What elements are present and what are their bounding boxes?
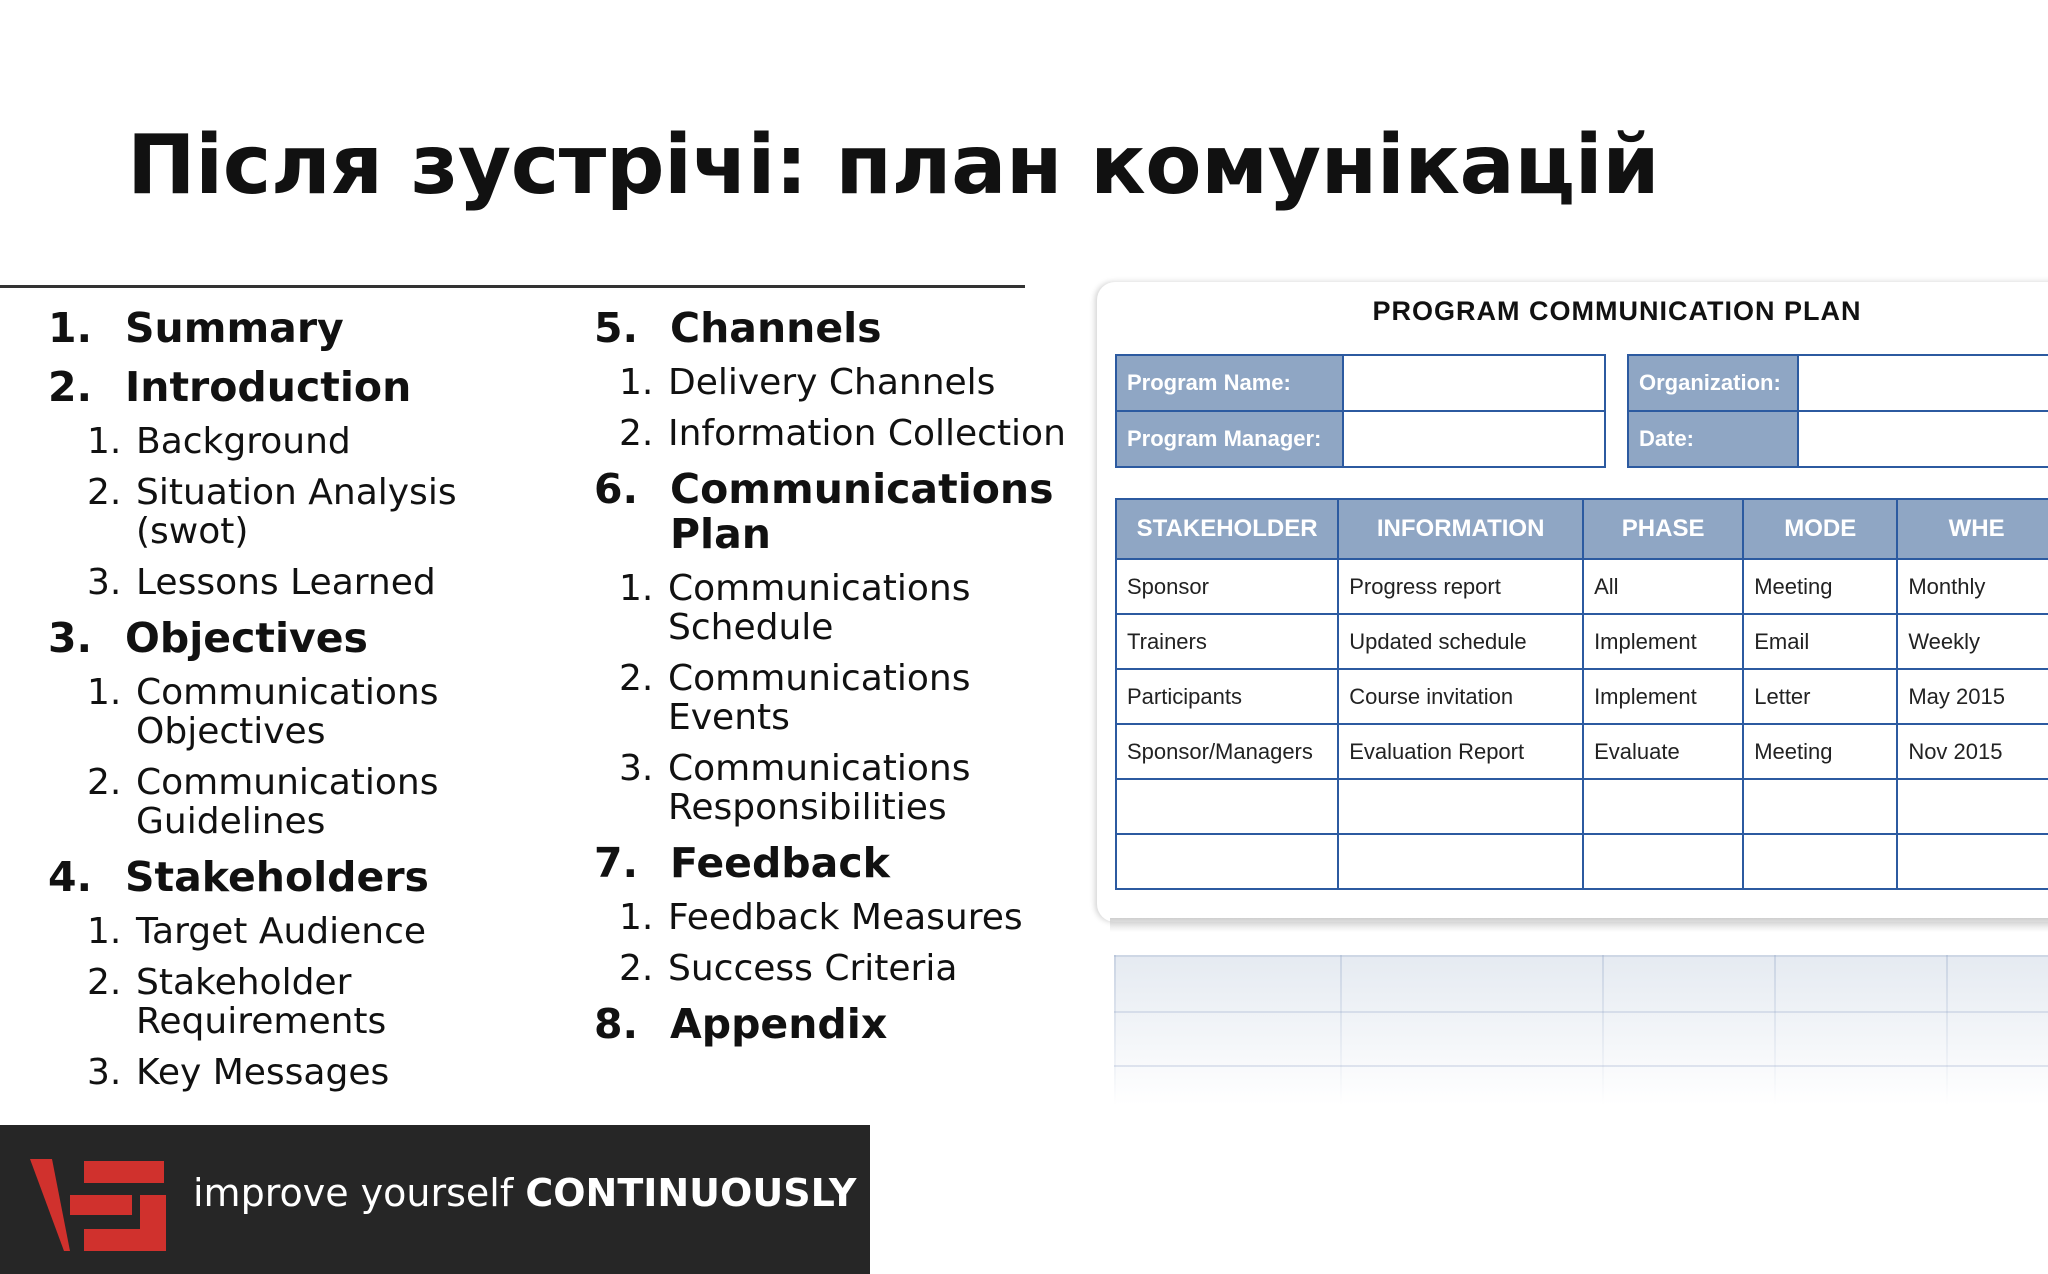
outline-subitem-label: Communications Responsibilities bbox=[668, 748, 971, 828]
table-cell: Monthly bbox=[1897, 559, 2048, 614]
tagline-light: improve yourself bbox=[193, 1171, 526, 1215]
outline-subitem bbox=[594, 898, 1094, 937]
table-cell: Participants bbox=[1116, 669, 1338, 724]
title-divider bbox=[0, 285, 1025, 288]
outline-subitem bbox=[594, 949, 1094, 988]
table-cell: Implement bbox=[1583, 669, 1743, 724]
outline-section-heading bbox=[48, 616, 578, 661]
outline-subitem bbox=[48, 963, 578, 1041]
plan-title: PROGRAM COMMUNICATION PLAN bbox=[1372, 296, 1862, 326]
outline-subitem bbox=[48, 563, 578, 602]
outline-section-label: Feedback bbox=[670, 839, 890, 887]
outline-subitem-label: Background bbox=[136, 421, 351, 462]
table-cell: Sponsor bbox=[1116, 559, 1338, 614]
outline-subitem bbox=[48, 912, 578, 951]
outline-section-number: 7. bbox=[594, 839, 639, 887]
program-name-label: Program Name: bbox=[1116, 355, 1343, 411]
plan-reflection bbox=[1114, 955, 2048, 1105]
outline-subitem-number: 2. bbox=[87, 472, 122, 513]
table-row bbox=[1116, 834, 2048, 889]
outline-subitem bbox=[594, 659, 1094, 737]
outline-subitem-number: 1. bbox=[87, 421, 122, 462]
plan-column-header: STAKEHOLDER bbox=[1116, 499, 1338, 559]
table-cell bbox=[1897, 834, 2048, 889]
plan-column-header: MODE bbox=[1743, 499, 1897, 559]
outline-section-heading bbox=[594, 306, 1094, 351]
outline-section-number: 2. bbox=[48, 363, 93, 411]
program-manager-label: Program Manager: bbox=[1116, 411, 1343, 467]
outline-subitem-number: 3. bbox=[87, 562, 122, 603]
outline-subitem bbox=[48, 422, 578, 461]
outline-subitem-number: 2. bbox=[87, 962, 122, 1003]
outline-section bbox=[594, 467, 1094, 827]
outline-subitem-number: 1. bbox=[87, 911, 122, 952]
outline-section-heading bbox=[594, 841, 1094, 886]
plan-table-header bbox=[1116, 499, 2048, 559]
outline-section-number: 3. bbox=[48, 614, 93, 662]
table-cell: Trainers bbox=[1116, 614, 1338, 669]
date-value bbox=[1798, 411, 2048, 467]
outline-subitem bbox=[594, 414, 1094, 453]
reflection-column-line bbox=[1774, 955, 1776, 1105]
outline-subitem-label: Stakeholder Requirements bbox=[136, 962, 387, 1042]
outline-subitem-label: Delivery Channels bbox=[668, 362, 996, 403]
organization-label: Organization: bbox=[1628, 355, 1798, 411]
outline-section-label: Appendix bbox=[670, 1000, 888, 1048]
outline-subitem-label: Communications Events bbox=[668, 658, 971, 738]
table-row bbox=[1116, 724, 2048, 779]
table-cell: Nov 2015 bbox=[1897, 724, 2048, 779]
date-label: Date: bbox=[1628, 411, 1798, 467]
outline-section bbox=[48, 365, 578, 602]
table-cell: Evaluation Report bbox=[1338, 724, 1583, 779]
organization-value bbox=[1798, 355, 2048, 411]
table-cell bbox=[1743, 834, 1897, 889]
outline-section-label: Introduction bbox=[125, 363, 412, 411]
plan-column-header: WHE bbox=[1897, 499, 2048, 559]
outline-subitem bbox=[594, 749, 1094, 827]
footer-banner bbox=[0, 1125, 870, 1274]
communication-plan-image bbox=[1097, 282, 2048, 922]
reflection-column-line bbox=[1946, 955, 1948, 1105]
program-name-value bbox=[1343, 355, 1605, 411]
outline-section-label: Objectives bbox=[125, 614, 368, 662]
table-cell: May 2015 bbox=[1897, 669, 2048, 724]
slide-title: Після зустрічі: план комунікацій bbox=[127, 118, 1660, 213]
reflection-column-line bbox=[1602, 955, 1604, 1105]
outline-subitem bbox=[48, 673, 578, 751]
table-cell bbox=[1583, 834, 1743, 889]
reflection-line bbox=[1114, 955, 2048, 957]
outline-subitem-number: 1. bbox=[619, 568, 654, 609]
table-cell bbox=[1583, 779, 1743, 834]
outline-section-number: 6. bbox=[594, 465, 639, 513]
plan-column-header: INFORMATION bbox=[1338, 499, 1583, 559]
outline-section-number: 1. bbox=[48, 304, 93, 352]
table-cell: Letter bbox=[1743, 669, 1897, 724]
outline-subitem bbox=[48, 473, 578, 551]
outline-subitem-label: Communications Guidelines bbox=[136, 762, 439, 842]
outline-section-heading bbox=[48, 306, 578, 351]
outline-right-column bbox=[594, 306, 1094, 1061]
outline-section-heading bbox=[48, 365, 578, 410]
outline-subitem bbox=[594, 569, 1094, 647]
table-row bbox=[1116, 559, 2048, 614]
table-cell: All bbox=[1583, 559, 1743, 614]
outline-section-heading bbox=[594, 1002, 1094, 1047]
plan-column-header: PHASE bbox=[1583, 499, 1743, 559]
outline-subitem-label: Communications Schedule bbox=[668, 568, 971, 648]
plan-table bbox=[1115, 498, 2048, 890]
outline-section-number: 4. bbox=[48, 853, 93, 901]
outline-left-column bbox=[48, 306, 578, 1106]
table-cell: Meeting bbox=[1743, 559, 1897, 614]
outline-section bbox=[48, 855, 578, 1092]
table-cell: Evaluate bbox=[1583, 724, 1743, 779]
table-cell bbox=[1116, 834, 1338, 889]
outline-section-heading bbox=[48, 855, 578, 900]
table-row bbox=[1116, 669, 2048, 724]
outline-section bbox=[48, 616, 578, 841]
outline-section-label: Summary bbox=[125, 304, 344, 352]
table-cell bbox=[1897, 779, 2048, 834]
outline-subitem-number: 1. bbox=[87, 672, 122, 713]
table-cell bbox=[1338, 779, 1583, 834]
outline-subitem-label: Information Collection bbox=[668, 413, 1066, 454]
outline-section bbox=[594, 841, 1094, 988]
outline-subitem-label: Feedback Measures bbox=[668, 897, 1023, 938]
outline-section bbox=[594, 1002, 1094, 1047]
outline-subitem-number: 2. bbox=[619, 658, 654, 699]
reflection-column-line bbox=[1340, 955, 1342, 1105]
table-cell: Email bbox=[1743, 614, 1897, 669]
table-cell: Sponsor/Managers bbox=[1116, 724, 1338, 779]
outline-subitem bbox=[48, 1053, 578, 1092]
table-cell: Course invitation bbox=[1338, 669, 1583, 724]
reflection-line bbox=[1114, 1065, 2048, 1067]
table-cell: Weekly bbox=[1897, 614, 2048, 669]
outline-subitem-number: 1. bbox=[619, 897, 654, 938]
footer-tagline bbox=[193, 1171, 856, 1215]
outline-section-number: 8. bbox=[594, 1000, 639, 1048]
table-cell bbox=[1743, 779, 1897, 834]
reflection-line bbox=[1114, 1011, 2048, 1013]
outline-section bbox=[594, 306, 1094, 453]
outline-subitem-label: Success Criteria bbox=[668, 948, 958, 989]
table-row bbox=[1116, 614, 2048, 669]
outline-subitem-label: Target Audience bbox=[136, 911, 427, 952]
outline-subitem-number: 2. bbox=[619, 948, 654, 989]
outline-section-label: Communications Plan bbox=[670, 465, 1054, 558]
table-cell: Updated schedule bbox=[1338, 614, 1583, 669]
outline-subitem-number: 2. bbox=[619, 413, 654, 454]
plan-meta-left bbox=[1115, 354, 1606, 468]
reflection-column-line bbox=[1114, 955, 1116, 1105]
outline-subitem-number: 2. bbox=[87, 762, 122, 803]
outline-subitem-number: 1. bbox=[619, 362, 654, 403]
outline-subitem-label: Lessons Learned bbox=[136, 562, 436, 603]
plan-meta-right bbox=[1627, 354, 2048, 468]
outline-subitem-label: Key Messages bbox=[136, 1052, 390, 1093]
outline-subitem bbox=[594, 363, 1094, 402]
program-manager-value bbox=[1343, 411, 1605, 467]
outline-subitem-label: Communications Objectives bbox=[136, 672, 439, 752]
table-row bbox=[1116, 779, 2048, 834]
outline-subitem bbox=[48, 763, 578, 841]
outline-subitem-label: Situation Analysis (swot) bbox=[136, 472, 457, 552]
tagline-bold: CONTINUOUSLY bbox=[525, 1171, 857, 1215]
table-cell: Implement bbox=[1583, 614, 1743, 669]
plan-shadow bbox=[1110, 918, 2048, 932]
outline-section-heading bbox=[594, 467, 1094, 557]
outline-section-label: Channels bbox=[670, 304, 882, 352]
outline-section-label: Stakeholders bbox=[125, 853, 429, 901]
outline-subitem-number: 3. bbox=[619, 748, 654, 789]
outline-subitem-number: 3. bbox=[87, 1052, 122, 1093]
brand-logo-icon bbox=[30, 1159, 170, 1251]
table-cell: Meeting bbox=[1743, 724, 1897, 779]
table-cell bbox=[1116, 779, 1338, 834]
table-cell bbox=[1338, 834, 1583, 889]
outline-section-number: 5. bbox=[594, 304, 639, 352]
outline-section bbox=[48, 306, 578, 351]
table-cell: Progress report bbox=[1338, 559, 1583, 614]
